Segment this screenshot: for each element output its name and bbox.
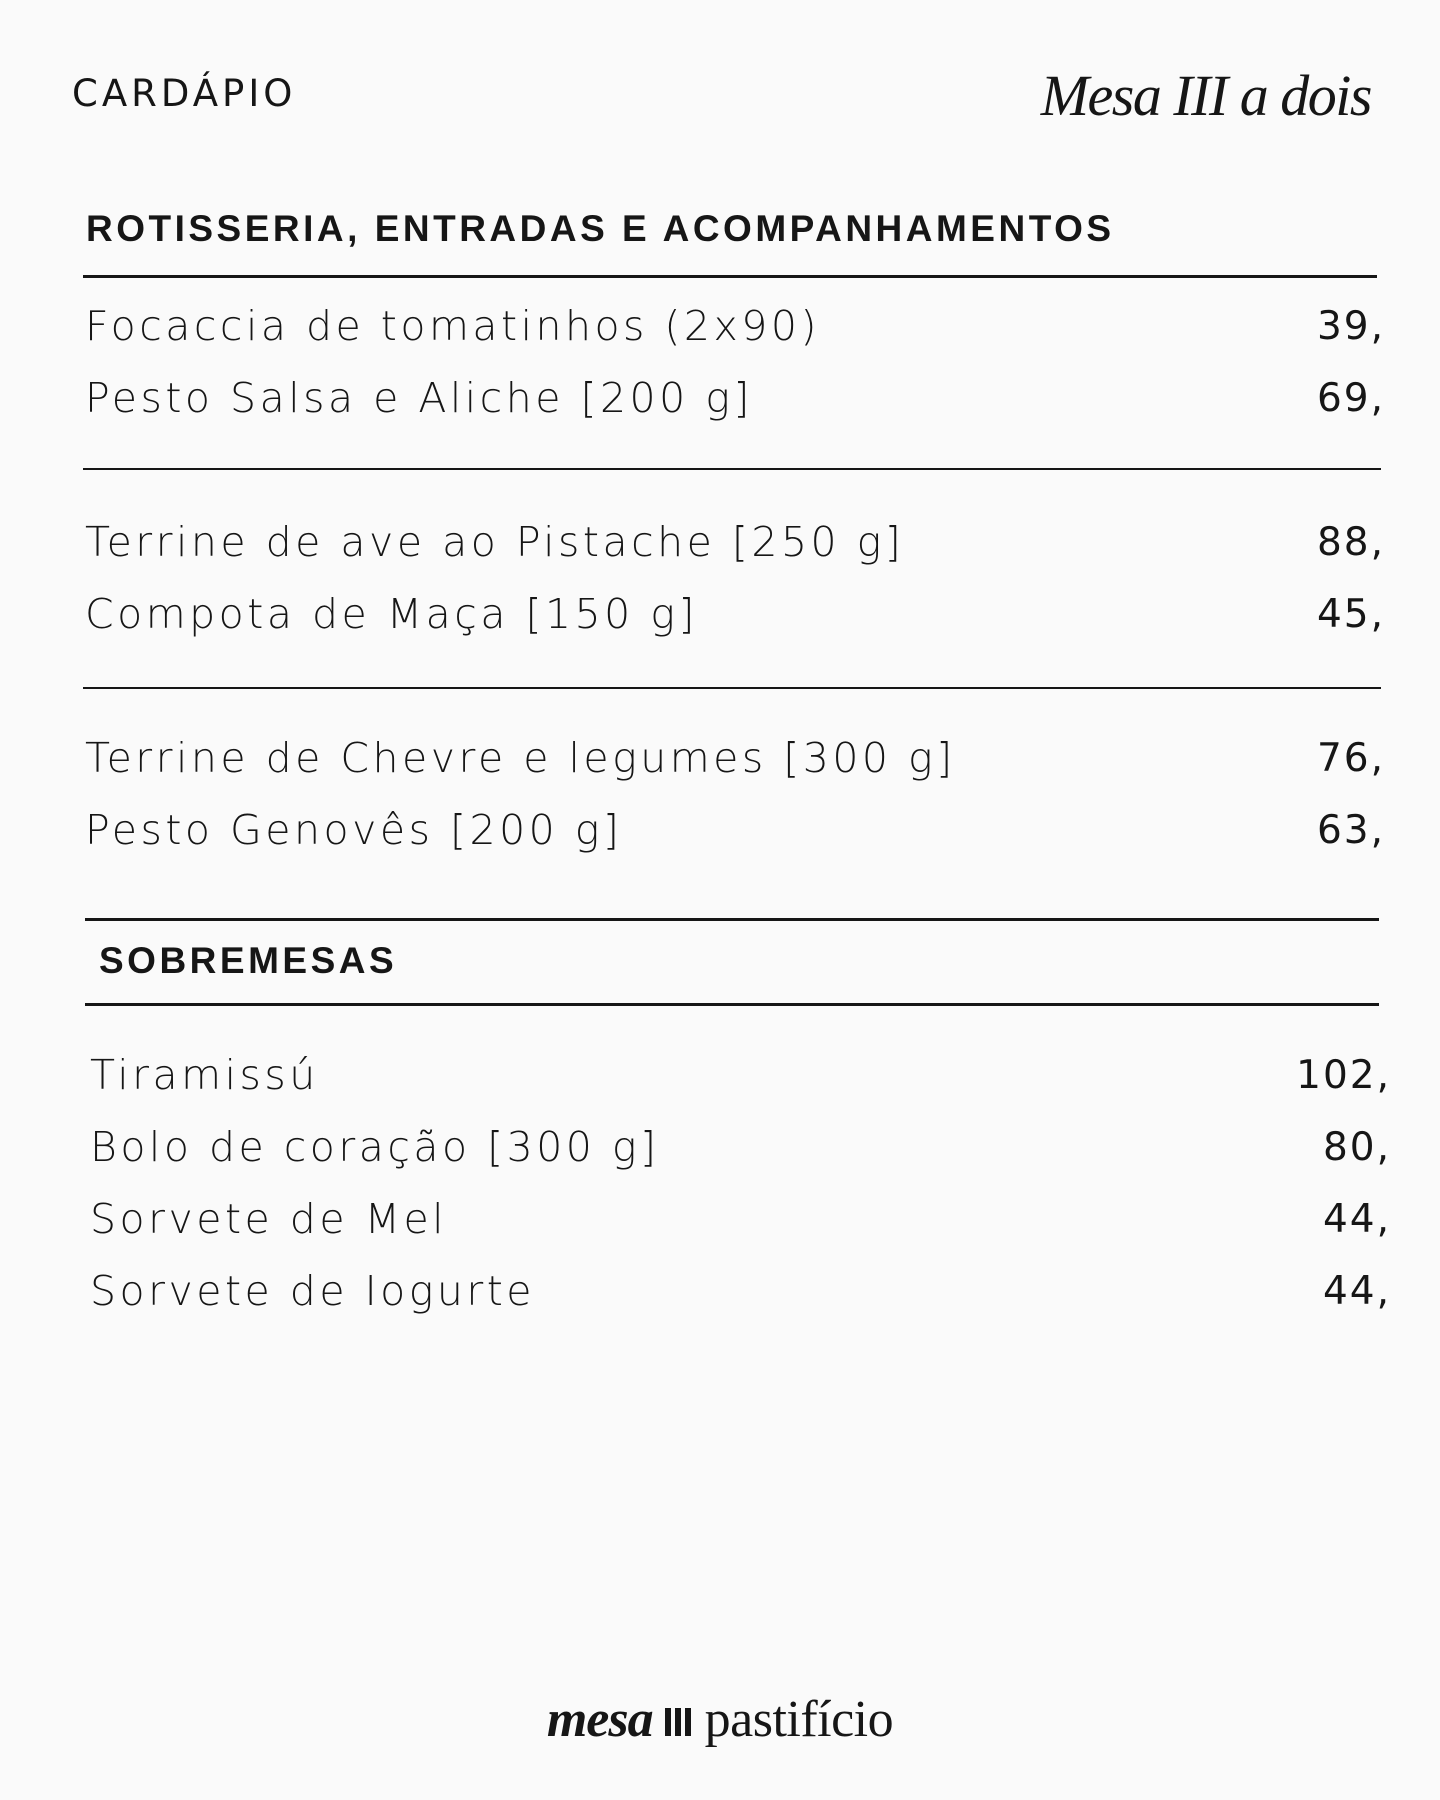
item-name: Pesto Salsa e Aliche [200 g]: [85, 374, 753, 422]
group-divider: [83, 687, 1381, 689]
section-divider: [85, 918, 1379, 921]
item-price: 39,: [1316, 304, 1385, 349]
item-name: Bolo de coração [300 g]: [90, 1123, 660, 1171]
section-divider: [85, 1003, 1379, 1006]
menu-label: CARDÁPIO: [72, 72, 297, 115]
item-name: Sorvete de Iogurte: [90, 1267, 535, 1315]
item-name: Focaccia de tomatinhos (2x90): [85, 302, 820, 350]
item-price: 76,: [1316, 736, 1385, 781]
item-price: 45,: [1316, 592, 1385, 637]
section-heading-rotisseria: ROTISSERIA, ENTRADAS E ACOMPANHAMENTOS: [86, 208, 1115, 249]
item-price: 69,: [1316, 376, 1385, 421]
item-price: 44,: [1322, 1197, 1391, 1242]
item-name: Terrine de ave ao Pistache [250 g]: [85, 518, 905, 566]
item-price: 80,: [1322, 1125, 1391, 1170]
item-price: 102,: [1296, 1053, 1391, 1098]
item-price: 44,: [1322, 1269, 1391, 1314]
item-name: Tiramissú: [90, 1051, 319, 1099]
three-bars-icon: [665, 1690, 695, 1749]
group-divider: [83, 468, 1381, 470]
logo-pastificio: pastifício: [704, 1691, 894, 1748]
section-divider: [83, 275, 1377, 278]
menu-item: [0, 806, 1440, 866]
page-title: Mesa III a dois: [1040, 63, 1371, 128]
menu-item: [0, 734, 1440, 794]
item-name: Sorvete de Mel: [90, 1195, 448, 1243]
menu-item: [0, 1195, 1440, 1255]
menu-item: [0, 590, 1440, 650]
menu-item: [0, 302, 1440, 362]
menu-item: [0, 1123, 1440, 1183]
item-name: Terrine de Chevre e legumes [300 g]: [85, 734, 956, 782]
item-price: 63,: [1316, 808, 1385, 853]
section-heading-sobremesas: SOBREMESAS: [99, 940, 398, 981]
item-price: 88,: [1316, 520, 1385, 565]
logo-mesa: mesa: [546, 1691, 653, 1748]
item-name: Compota de Maça [150 g]: [85, 590, 698, 638]
footer-logo: [0, 1690, 1440, 1749]
item-name: Pesto Genovês [200 g]: [85, 806, 623, 854]
menu-item: [0, 1267, 1440, 1327]
menu-item: [0, 518, 1440, 578]
menu-item: [0, 1051, 1440, 1111]
menu-item: [0, 374, 1440, 434]
